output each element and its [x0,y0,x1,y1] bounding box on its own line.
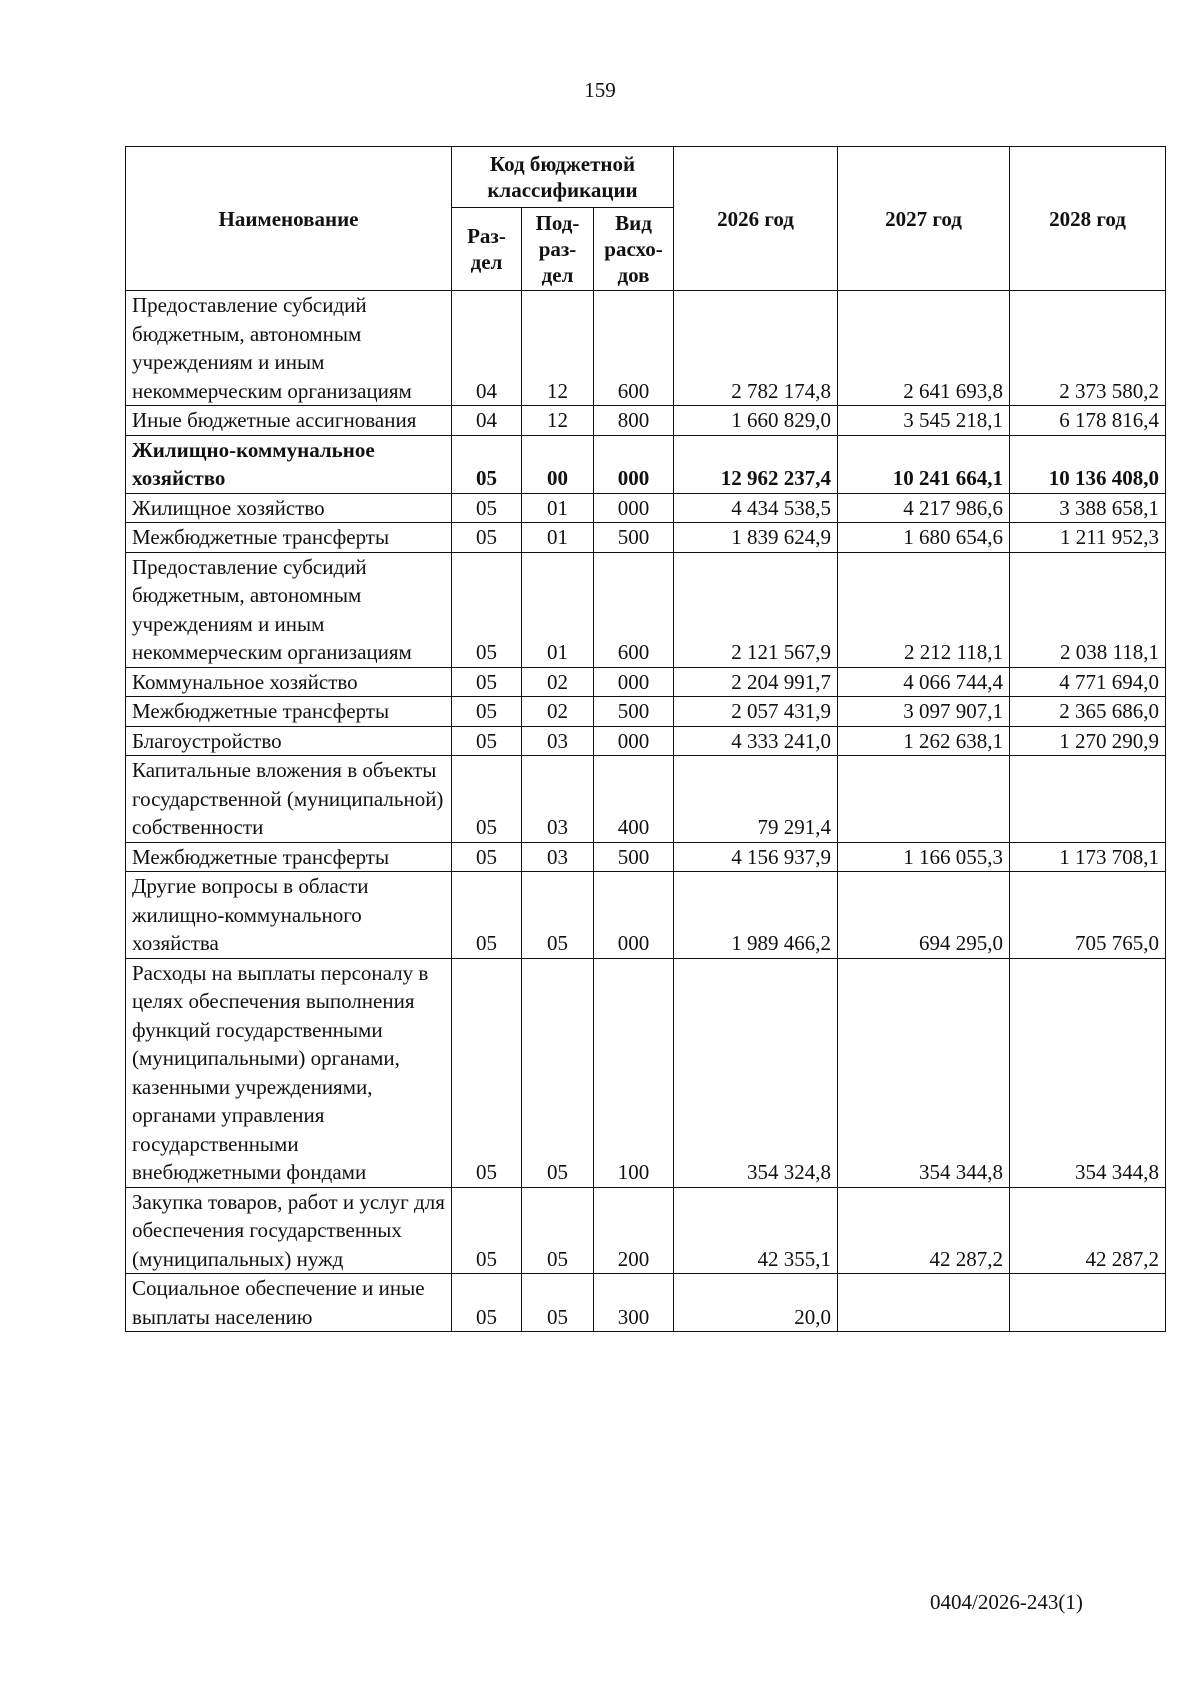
table-row [126,697,1166,727]
row-podrazdel-cell: 02 [522,667,594,697]
row-vid-cell: 600 [594,552,674,667]
row-2026-cell: 4 156 937,9 [674,842,838,872]
row-2027-cell: 694 295,0 [838,872,1010,959]
row-name-cell: Коммунальное хозяйство [126,667,452,697]
row-2028-cell: 3 388 658,1 [1010,493,1166,523]
row-2028-cell: 2 038 118,1 [1010,552,1166,667]
row-vid-cell: 100 [594,958,674,1187]
row-name-cell: Социальное обеспечение и иные выплаты населению [126,1274,452,1332]
row-name-cell: Другие вопросы в области жилищно-коммунального хозяйства [126,872,452,959]
row-2027-cell: 10 241 664,1 [838,435,1010,493]
row-vid-cell: 600 [594,291,674,406]
row-2027-cell: 3 545 218,1 [838,406,1010,436]
row-podrazdel-cell: 01 [522,552,594,667]
row-podrazdel-cell: 03 [522,842,594,872]
row-vid-cell: 500 [594,697,674,727]
row-vid-cell: 500 [594,523,674,553]
row-2028-cell [1010,756,1166,843]
row-podrazdel-cell: 05 [522,958,594,1187]
table-row [126,726,1166,756]
table-row [126,842,1166,872]
row-razdel-cell: 05 [452,667,522,697]
row-2027-cell: 3 097 907,1 [838,697,1010,727]
table-row [126,872,1166,959]
row-podrazdel-cell: 03 [522,726,594,756]
row-razdel-cell: 05 [452,523,522,553]
row-razdel-cell: 05 [452,756,522,843]
table-body [126,291,1166,1332]
row-2028-cell: 2 373 580,2 [1010,291,1166,406]
table-row [126,1274,1166,1332]
row-vid-cell: 800 [594,406,674,436]
row-podrazdel-cell: 01 [522,493,594,523]
header-name: Наименование [126,147,452,291]
row-2026-cell: 20,0 [674,1274,838,1332]
row-2028-cell: 2 365 686,0 [1010,697,1166,727]
row-2027-cell: 2 212 118,1 [838,552,1010,667]
table-row [126,958,1166,1187]
row-2027-cell [838,1274,1010,1332]
row-name-cell: Капитальные вложения в объекты государственной (муниципальной) собственности [126,756,452,843]
table-row [126,552,1166,667]
row-2026-cell: 4 333 241,0 [674,726,838,756]
row-2027-cell: 42 287,2 [838,1187,1010,1274]
row-podrazdel-cell: 03 [522,756,594,843]
row-name-cell: Межбюджетные трансферты [126,842,452,872]
row-2026-cell: 2 204 991,7 [674,667,838,697]
row-razdel-cell: 05 [452,1187,522,1274]
row-vid-cell: 000 [594,435,674,493]
row-razdel-cell: 05 [452,697,522,727]
header-2026: 2026 год [674,147,838,291]
row-2028-cell: 42 287,2 [1010,1187,1166,1274]
table-row [126,291,1166,406]
row-podrazdel-cell: 05 [522,872,594,959]
budget-table [125,146,1166,1332]
row-podrazdel-cell: 02 [522,697,594,727]
row-2027-cell: 2 641 693,8 [838,291,1010,406]
row-podrazdel-cell: 01 [522,523,594,553]
header-vid: Вид расхо-дов [594,208,674,291]
row-2028-cell: 1 270 290,9 [1010,726,1166,756]
row-name-cell: Жилищное хозяйство [126,493,452,523]
row-vid-cell: 000 [594,726,674,756]
header-2028: 2028 год [1010,147,1166,291]
row-2026-cell: 2 057 431,9 [674,697,838,727]
row-2028-cell: 6 178 816,4 [1010,406,1166,436]
table-row [126,1187,1166,1274]
row-name-cell: Межбюджетные трансферты [126,523,452,553]
row-name-cell: Благоустройство [126,726,452,756]
row-razdel-cell: 05 [452,493,522,523]
row-razdel-cell: 05 [452,842,522,872]
row-name-cell: Межбюджетные трансферты [126,697,452,727]
row-name-cell: Жилищно-коммунальное хозяйство [126,435,452,493]
header-row [126,147,1166,208]
row-podrazdel-cell: 05 [522,1274,594,1332]
row-2028-cell: 705 765,0 [1010,872,1166,959]
row-2027-cell: 1 166 055,3 [838,842,1010,872]
table-row [126,667,1166,697]
row-name-cell: Иные бюджетные ассигнования [126,406,452,436]
row-2026-cell: 79 291,4 [674,756,838,843]
row-podrazdel-cell: 05 [522,1187,594,1274]
row-2027-cell: 4 217 986,6 [838,493,1010,523]
row-2026-cell: 1 989 466,2 [674,872,838,959]
header-razdel: Раз-дел [452,208,522,291]
row-2026-cell: 354 324,8 [674,958,838,1187]
page-number: 159 [584,78,616,102]
header-2027: 2027 год [838,147,1010,291]
table-row [126,523,1166,553]
row-2026-cell: 42 355,1 [674,1187,838,1274]
row-2028-cell: 1 173 708,1 [1010,842,1166,872]
row-2026-cell: 2 121 567,9 [674,552,838,667]
row-razdel-cell: 05 [452,1274,522,1332]
row-vid-cell: 000 [594,667,674,697]
row-2028-cell [1010,1274,1166,1332]
row-razdel-cell: 05 [452,726,522,756]
row-name-cell: Предоставление субсидий бюджетным, автономным учреждениям и иным некоммерческим организациям [126,552,452,667]
row-2026-cell: 12 962 237,4 [674,435,838,493]
row-vid-cell: 200 [594,1187,674,1274]
row-name-cell: Закупка товаров, работ и услуг для обеспечения государственных (муниципальных) нужд [126,1187,452,1274]
row-podrazdel-cell: 12 [522,406,594,436]
row-razdel-cell: 05 [452,435,522,493]
row-razdel-cell: 04 [452,406,522,436]
row-2027-cell: 354 344,8 [838,958,1010,1187]
row-vid-cell: 500 [594,842,674,872]
header-code-group: Код бюджетной классификации [452,147,674,208]
row-podrazdel-cell: 00 [522,435,594,493]
row-podrazdel-cell: 12 [522,291,594,406]
row-2028-cell: 4 771 694,0 [1010,667,1166,697]
row-2028-cell: 354 344,8 [1010,958,1166,1187]
row-2027-cell: 4 066 744,4 [838,667,1010,697]
row-2028-cell: 1 211 952,3 [1010,523,1166,553]
row-vid-cell: 000 [594,493,674,523]
row-razdel-cell: 05 [452,958,522,1187]
table-row [126,406,1166,436]
table-row [126,493,1166,523]
row-2026-cell: 1 660 829,0 [674,406,838,436]
row-2027-cell: 1 262 638,1 [838,726,1010,756]
row-2027-cell [838,756,1010,843]
row-2028-cell: 10 136 408,0 [1010,435,1166,493]
document-code: 0404/2026-243(1) [930,1590,1083,1614]
row-2026-cell: 4 434 538,5 [674,493,838,523]
table-row [126,756,1166,843]
row-vid-cell: 400 [594,756,674,843]
table-row [126,435,1166,493]
header-podrazdel: Под-раз-дел [522,208,594,291]
row-2027-cell: 1 680 654,6 [838,523,1010,553]
row-razdel-cell: 05 [452,552,522,667]
row-2026-cell: 1 839 624,9 [674,523,838,553]
row-name-cell: Предоставление субсидий бюджетным, автономным учреждениям и иным некоммерческим организациям [126,291,452,406]
row-razdel-cell: 05 [452,872,522,959]
row-2026-cell: 2 782 174,8 [674,291,838,406]
row-vid-cell: 300 [594,1274,674,1332]
row-vid-cell: 000 [594,872,674,959]
row-razdel-cell: 04 [452,291,522,406]
row-name-cell: Расходы на выплаты персоналу в целях обеспечения выполнения функций государственными (муниципальными) органами, казенными учреждениями, органами управления государственными внебюджетными фондами [126,958,452,1187]
